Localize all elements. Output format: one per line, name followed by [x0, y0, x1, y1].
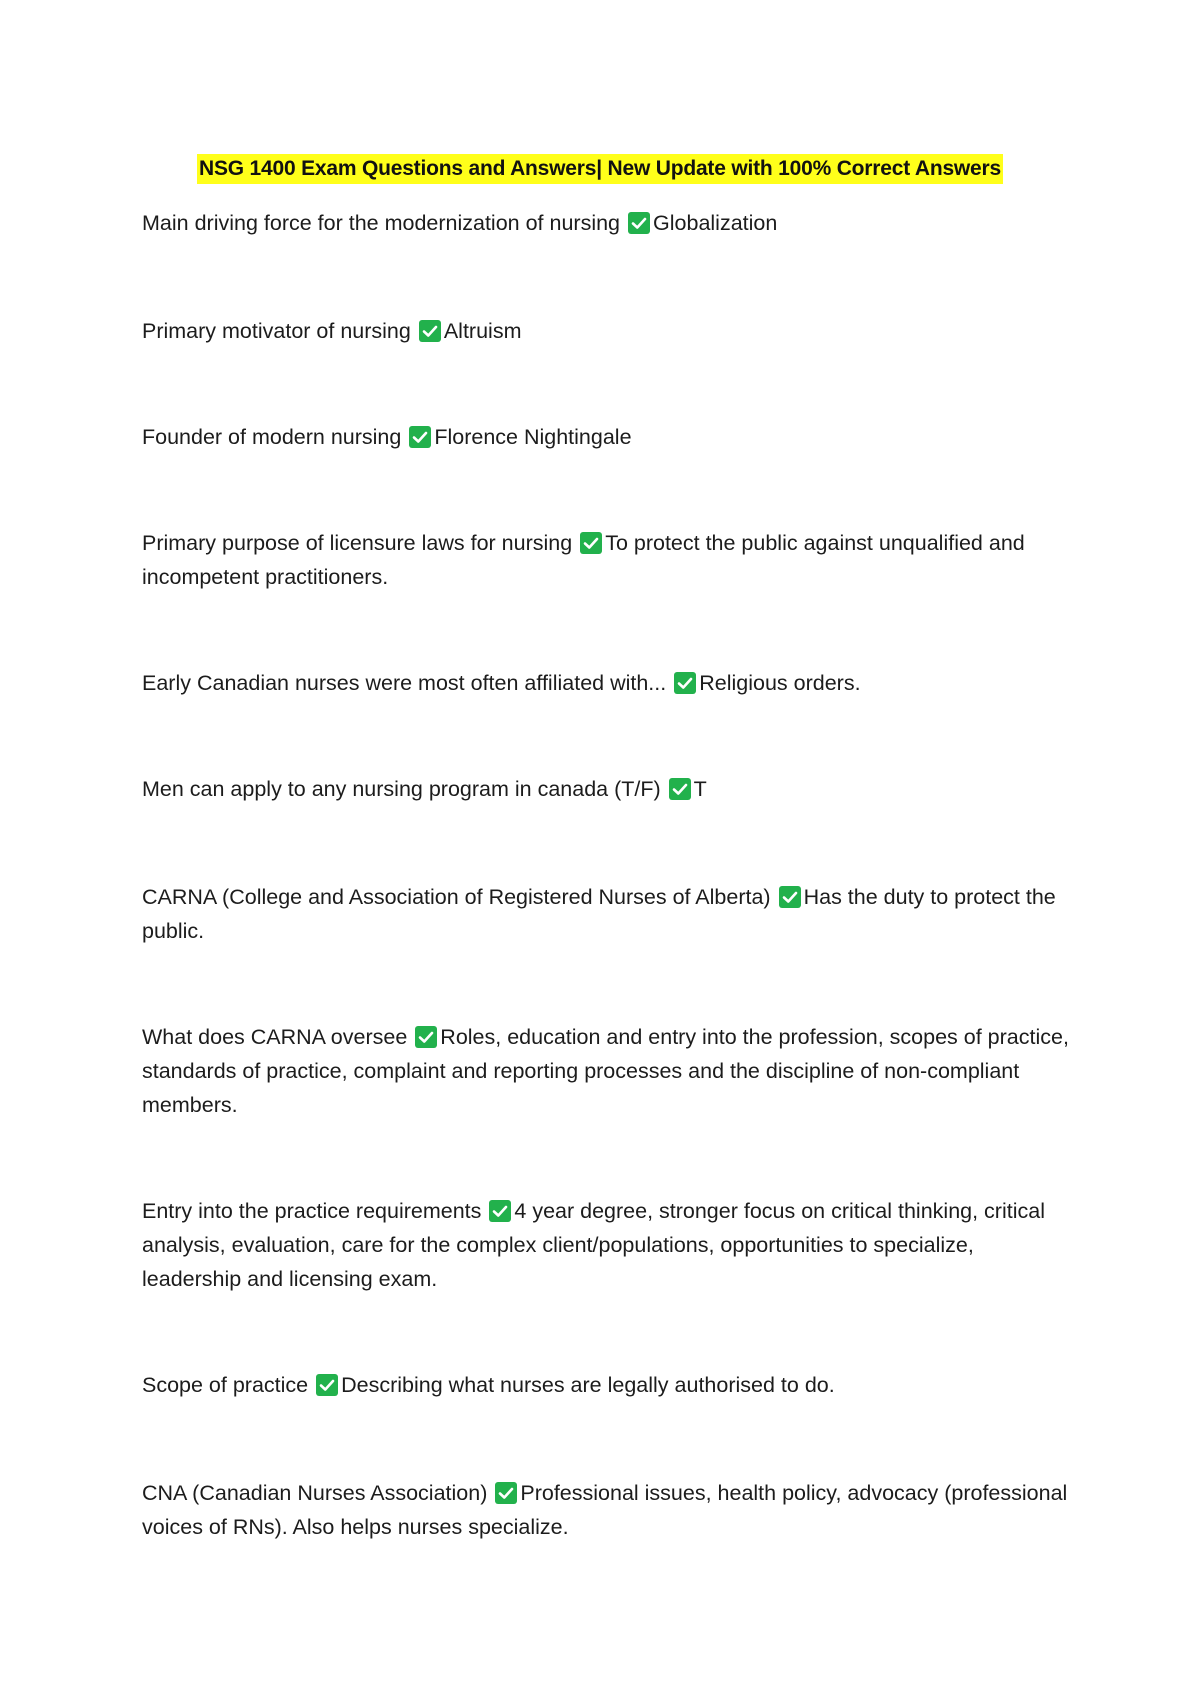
check-mark-icon	[628, 212, 650, 234]
check-mark-icon	[419, 320, 441, 342]
answer-text: Religious orders.	[699, 671, 861, 695]
question-text: Primary motivator of nursing	[142, 319, 411, 343]
answer-text: T	[693, 777, 707, 801]
qa-item	[142, 526, 1072, 594]
document-title: NSG 1400 Exam Questions and Answers| New Update with 100% Correct Answers	[197, 154, 1003, 184]
check-mark-icon	[316, 1374, 338, 1396]
qa-item	[142, 1476, 1072, 1544]
answer-text: Roles, education and entry into the profession, scopes of practice, standards of practice, complaint and reporting processes and the discipline of non-compliant members.	[142, 1025, 1069, 1117]
question-text: CNA (Canadian Nurses Association)	[142, 1481, 488, 1505]
check-mark-icon	[779, 886, 801, 908]
qa-item	[142, 206, 1072, 240]
qa-item	[142, 1194, 1072, 1296]
check-mark-icon	[669, 778, 691, 800]
question-text: Scope of practice	[142, 1373, 309, 1397]
qa-item	[142, 880, 1072, 948]
qa-item	[142, 666, 1072, 700]
answer-text: Globalization	[653, 211, 778, 235]
check-mark-icon	[674, 672, 696, 694]
question-text: Entry into the practice requirements	[142, 1199, 482, 1223]
answer-text: 4 year degree, stronger focus on critical thinking, critical analysis, evaluation, care for the complex client/populations, opportunities to specialize, leadership and licensing exam.	[142, 1199, 1045, 1291]
answer-text: Has the duty to protect the public.	[142, 885, 1056, 943]
question-text: Men can apply to any nursing program in canada (T/F)	[142, 777, 661, 801]
question-text: Founder of modern nursing	[142, 425, 402, 449]
qa-item	[142, 1368, 1072, 1402]
question-text: What does CARNA oversee	[142, 1025, 408, 1049]
check-mark-icon	[495, 1482, 517, 1504]
answer-text: Professional issues, health policy, advocacy (professional voices of RNs). Also helps nurses specialize.	[142, 1481, 1068, 1539]
check-mark-icon	[580, 532, 602, 554]
check-mark-icon	[489, 1200, 511, 1222]
answer-text: Describing what nurses are legally authorised to do.	[341, 1373, 835, 1397]
question-text: CARNA (College and Association of Registered Nurses of Alberta)	[142, 885, 771, 909]
check-mark-icon	[415, 1026, 437, 1048]
check-mark-icon	[409, 426, 431, 448]
qa-item	[142, 772, 1072, 806]
question-text: Main driving force for the modernization of nursing	[142, 211, 621, 235]
answer-text: Altruism	[443, 319, 522, 343]
question-text: Early Canadian nurses were most often affiliated with...	[142, 671, 667, 695]
answer-text: To protect the public against unqualified and incompetent practitioners.	[142, 531, 1025, 589]
question-text: Primary purpose of licensure laws for nursing	[142, 531, 573, 555]
qa-item	[142, 314, 1072, 348]
qa-item	[142, 1020, 1072, 1122]
answer-text: Florence Nightingale	[434, 425, 632, 449]
title-wrapper	[0, 154, 1200, 184]
qa-item	[142, 420, 1072, 454]
